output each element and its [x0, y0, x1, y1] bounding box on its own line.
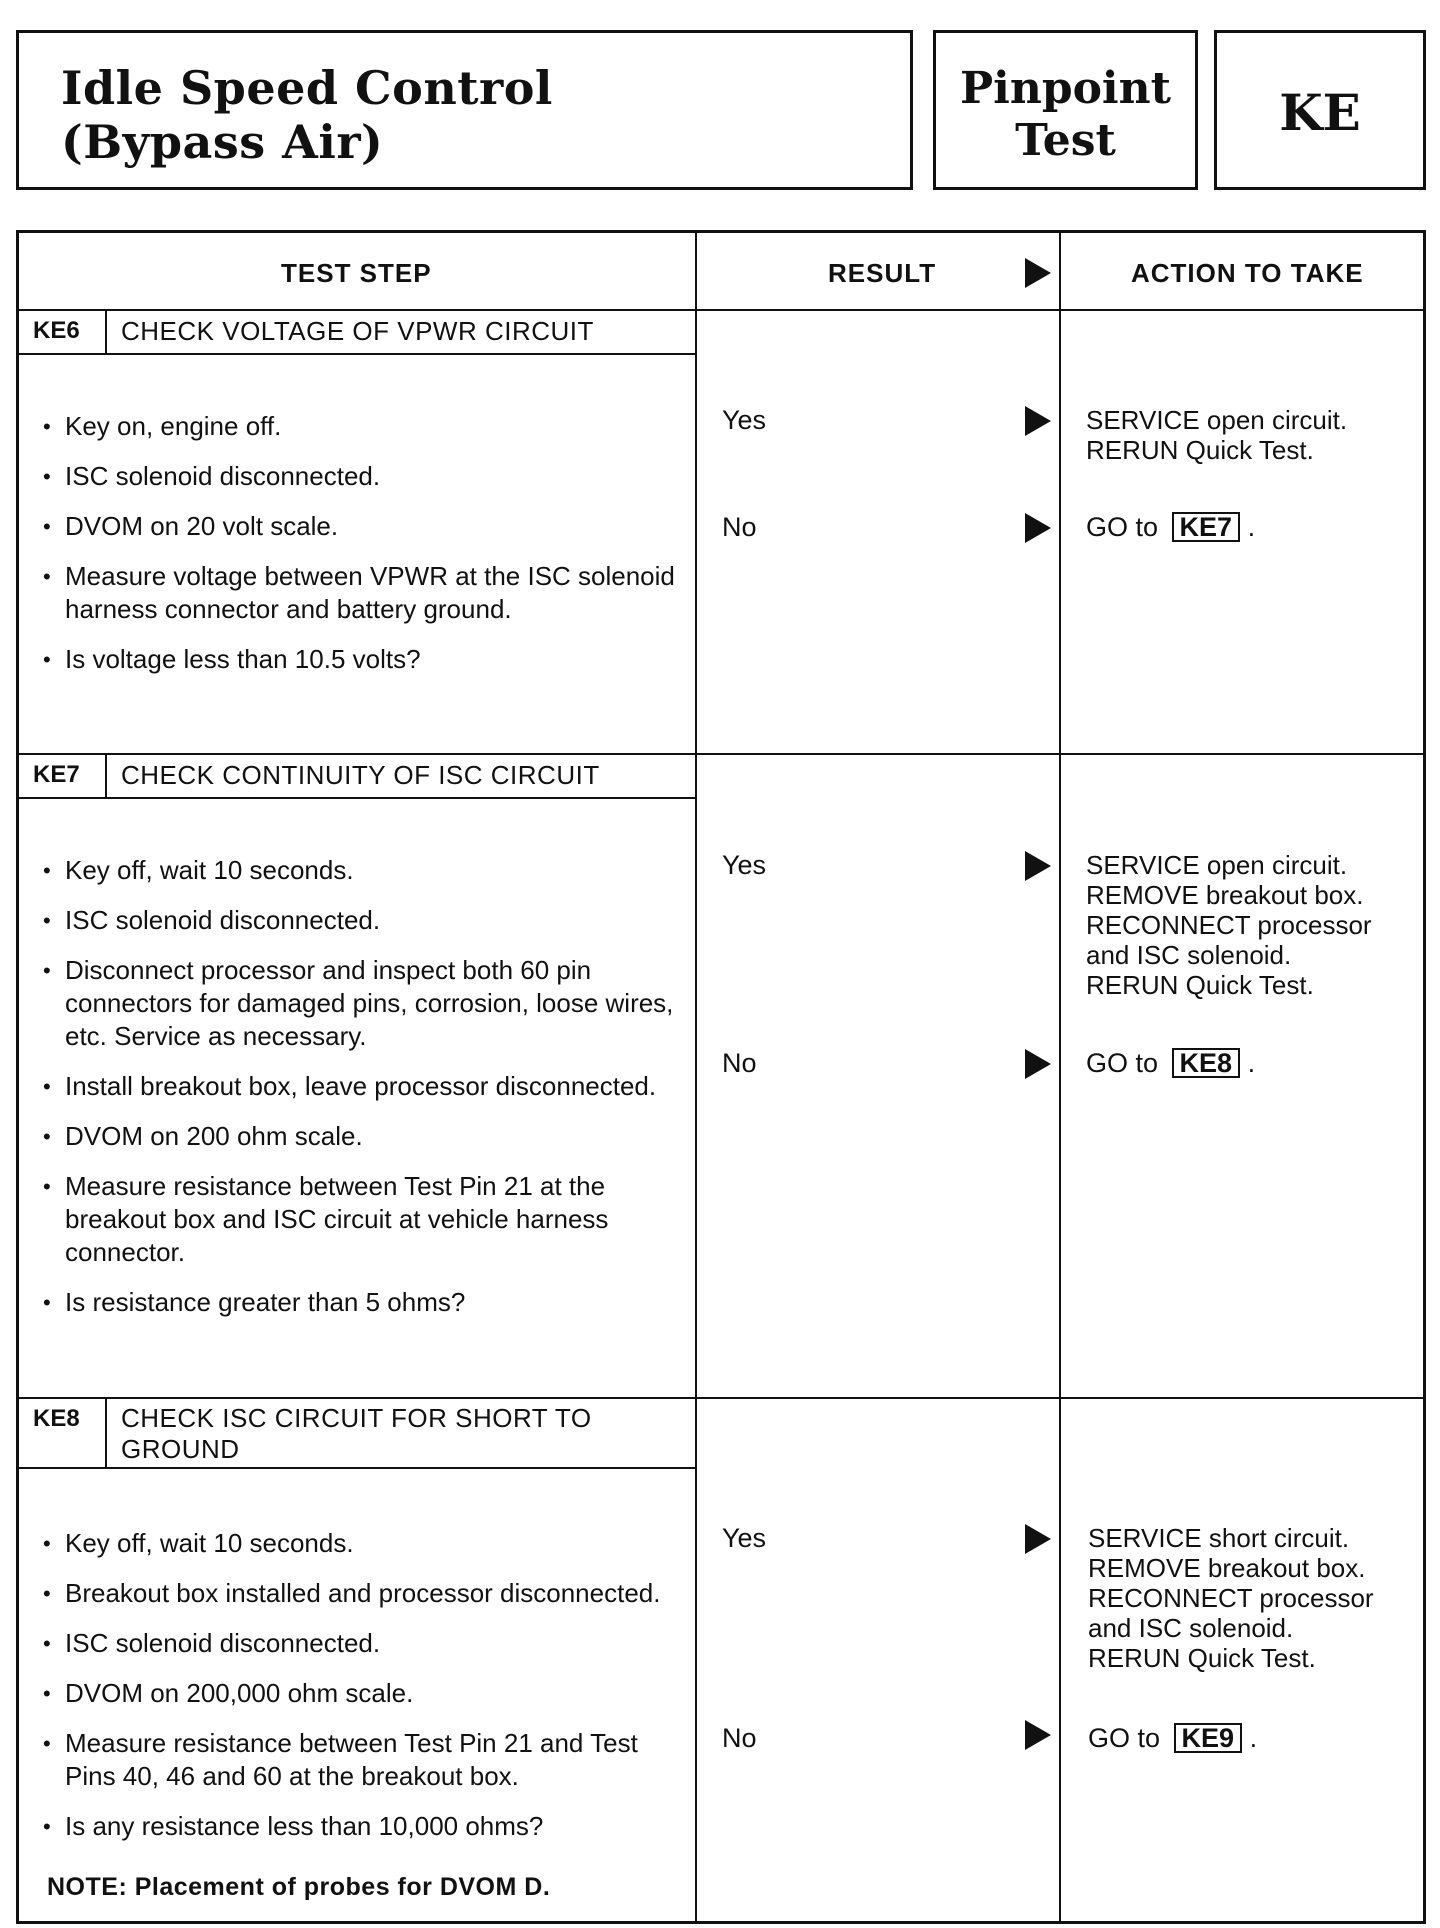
arrow-right-icon	[1025, 406, 1051, 436]
test-table	[16, 230, 1426, 1924]
column-divider	[695, 233, 697, 1921]
test-code: KE	[1279, 83, 1361, 142]
code-box	[1214, 30, 1426, 190]
step-title: CHECK VOLTAGE OF VPWR CIRCUIT	[121, 316, 594, 346]
step-title: CHECK CONTINUITY OF ISC CIRCUIT	[121, 760, 600, 790]
list-item: • ISC solenoid disconnected.	[43, 460, 683, 493]
pinpoint-box	[933, 30, 1198, 190]
action-yes: SERVICE open circuit. REMOVE breakout box. RECONNECT processor and ISC solenoid. RERUN Quick Test.	[1086, 850, 1372, 1000]
column-divider	[1059, 233, 1061, 1921]
goto-label: GO to	[1086, 1048, 1159, 1078]
action-yes: SERVICE short circuit. REMOVE breakout box. RECONNECT processor and ISC solenoid. RERUN Quick Test.	[1088, 1523, 1374, 1673]
list-item: • Is resistance greater than 5 ohms?	[43, 1286, 683, 1319]
arrow-right-icon	[1025, 513, 1051, 543]
goto-suffix: .	[1247, 1048, 1256, 1078]
column-header-result: RESULT	[828, 258, 937, 288]
goto-suffix: .	[1249, 1723, 1258, 1753]
step-bullets	[43, 410, 683, 693]
list-item: • Install breakout box, leave processor disconnected.	[43, 1070, 683, 1103]
action-no	[1086, 512, 1255, 543]
list-item: • DVOM on 20 volt scale.	[43, 510, 683, 543]
list-item: • DVOM on 200 ohm scale.	[43, 1120, 683, 1153]
goto-label: GO to	[1086, 512, 1159, 542]
step-id: KE7	[19, 755, 107, 797]
list-item: • ISC solenoid disconnected.	[43, 1627, 683, 1660]
action-yes: SERVICE open circuit. RERUN Quick Test.	[1086, 405, 1348, 465]
step-bullets	[43, 1527, 683, 1847]
step-ref-link[interactable]: KE9	[1174, 1723, 1243, 1753]
list-item: • Key off, wait 10 seconds.	[43, 1527, 683, 1560]
result-no: No	[722, 1723, 757, 1753]
goto-label: GO to	[1088, 1723, 1161, 1753]
step-header	[19, 755, 697, 799]
list-item: • Breakout box installed and processor disconnected.	[43, 1577, 683, 1610]
action-no	[1088, 1723, 1257, 1754]
arrow-right-icon	[1025, 258, 1051, 288]
list-item: • Measure resistance between Test Pin 21 at the breakout box and ISC circuit at vehicle harness connector.	[43, 1170, 683, 1269]
list-item: • Is voltage less than 10.5 volts?	[43, 643, 683, 676]
result-yes: Yes	[722, 1523, 767, 1553]
step-id: KE8	[19, 1399, 107, 1467]
list-item: • ISC solenoid disconnected.	[43, 904, 683, 937]
result-no: No	[722, 512, 757, 542]
probe-note: NOTE: Placement of probes for DVOM D.	[47, 1873, 551, 1901]
result-yes: Yes	[722, 850, 767, 880]
list-item: • Key off, wait 10 seconds.	[43, 854, 683, 887]
list-item: • Disconnect processor and inspect both 60 pin connectors for damaged pins, corrosion, loose wires, etc. Service as necessary.	[43, 954, 683, 1053]
step-ref-link[interactable]: KE8	[1172, 1048, 1241, 1078]
step-header	[19, 311, 697, 355]
arrow-right-icon	[1025, 851, 1051, 881]
list-item: • Is any resistance less than 10,000 ohms?	[43, 1810, 683, 1843]
goto-suffix: .	[1247, 512, 1256, 542]
step-bullets	[43, 854, 683, 1336]
list-item: • Measure voltage between VPWR at the ISC solenoid harness connector and battery ground.	[43, 560, 683, 626]
step-title: CHECK ISC CIRCUIT FOR SHORT TO GROUND	[121, 1403, 592, 1464]
arrow-right-icon	[1025, 1049, 1051, 1079]
title-box	[16, 30, 913, 190]
pinpoint-label: Pinpoint Test	[960, 63, 1171, 166]
step-ref-link[interactable]: KE7	[1172, 512, 1241, 542]
arrow-right-icon	[1025, 1720, 1051, 1750]
column-header-test-step: TEST STEP	[281, 258, 432, 288]
result-yes: Yes	[722, 405, 767, 435]
step-id: KE6	[19, 311, 107, 353]
page-title: Idle Speed Control (Bypass Air)	[61, 61, 553, 169]
list-item: • Measure resistance between Test Pin 21 and Test Pins 40, 46 and 60 at the breakout box.	[43, 1727, 683, 1793]
result-no: No	[722, 1048, 757, 1078]
step-header	[19, 1399, 697, 1469]
list-item: • DVOM on 200,000 ohm scale.	[43, 1677, 683, 1710]
column-header-action: ACTION TO TAKE	[1131, 258, 1364, 288]
arrow-right-icon	[1025, 1524, 1051, 1554]
list-item: • Key on, engine off.	[43, 410, 683, 443]
action-no	[1086, 1048, 1255, 1079]
